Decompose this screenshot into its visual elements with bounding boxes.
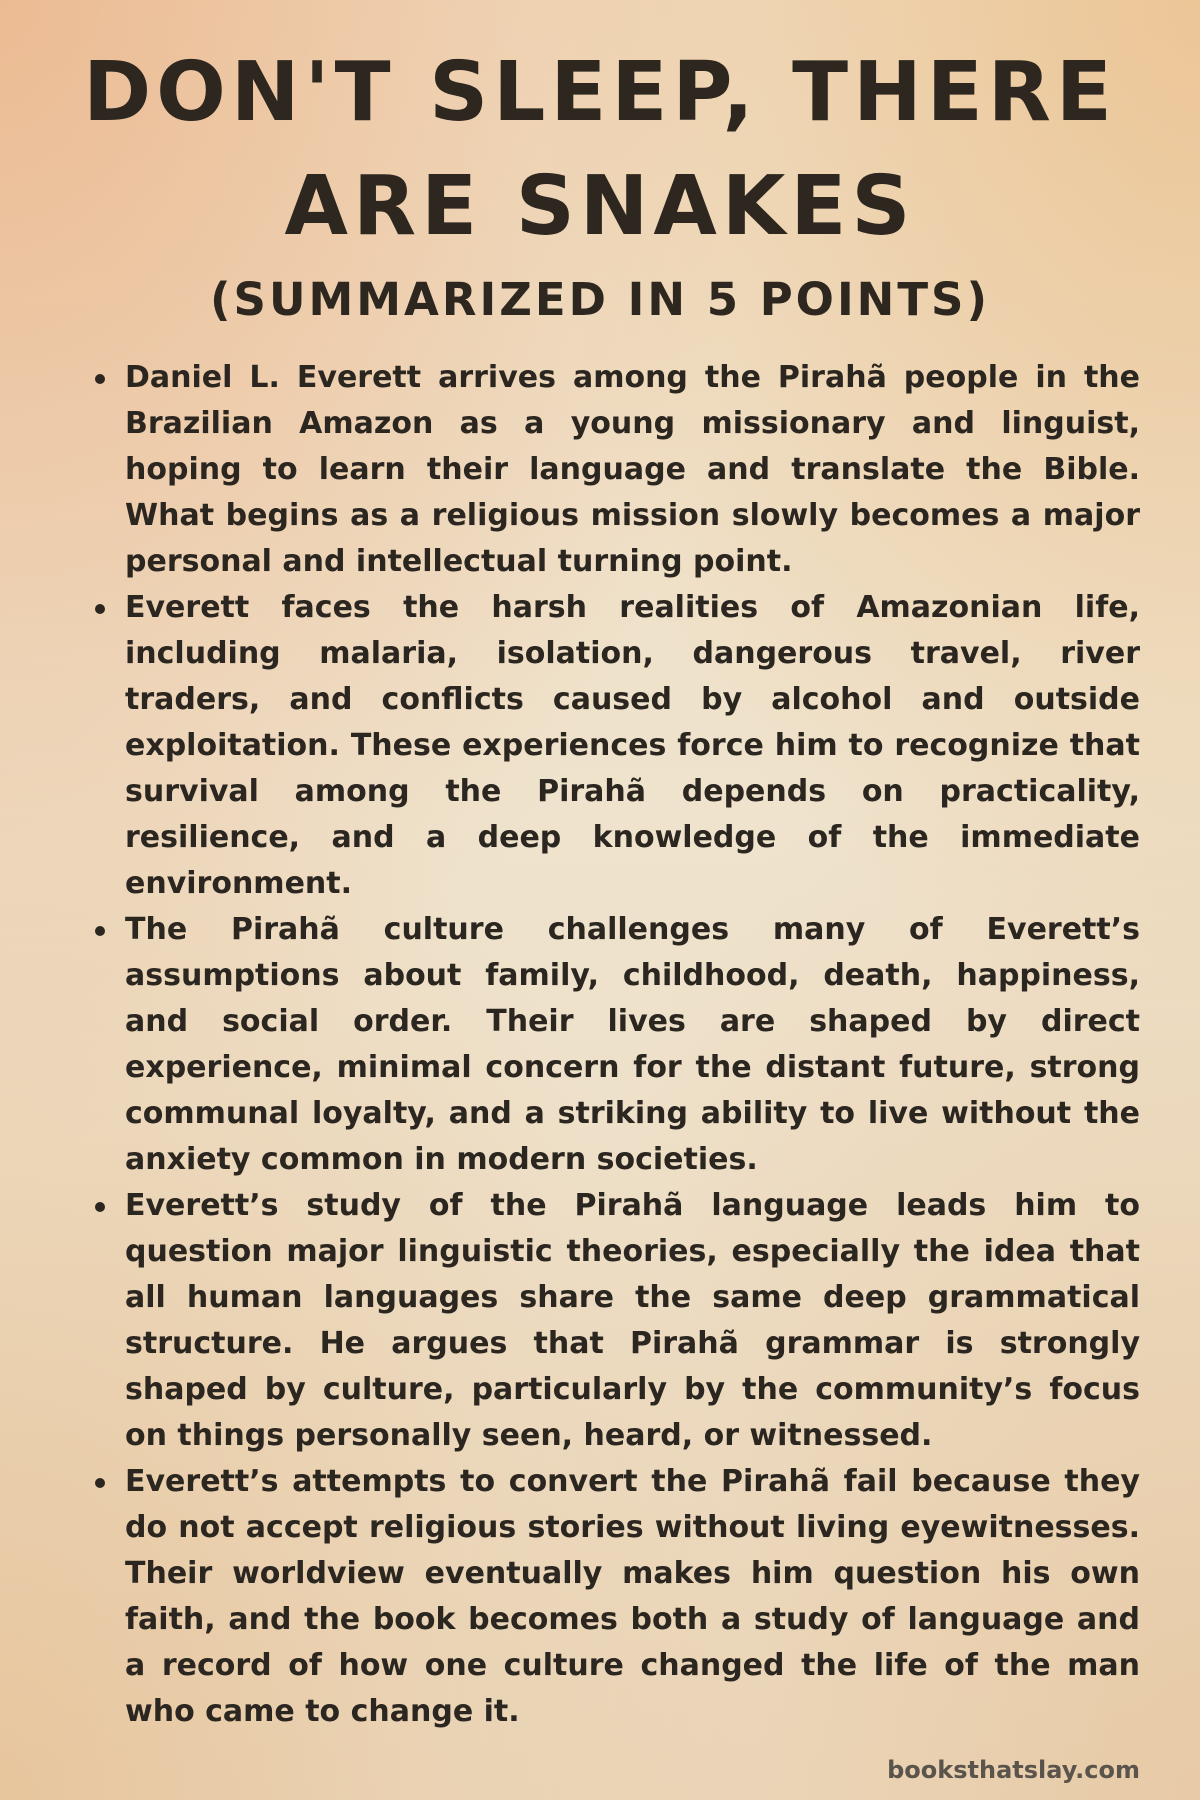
summary-point-text: Daniel L. Everett arrives among the Pirahã people in the Brazilian Amazon as a young missionary and linguist, hoping to learn their language and translate the Bible. What begins as a religious mission slowly becomes a major personal and intellectual turning point. bbox=[125, 360, 1140, 579]
bullet-icon bbox=[95, 1202, 105, 1212]
summary-point bbox=[92, 1459, 1140, 1735]
summary-point bbox=[92, 355, 1140, 585]
page-title: DON'T SLEEP, THERE ARE SNAKES bbox=[83, 45, 1117, 254]
summary-point-text: Everett faces the harsh realities of Amazonian life, including malaria, isolation, dangerous travel, river traders, and conflicts caused by alcohol and outside exploitation. These experiences force him to recognize that survival among the Pirahã depends on practicality, resilience, and a deep knowledge of the immediate environment. bbox=[125, 590, 1140, 901]
bullet-icon bbox=[95, 374, 105, 384]
summary-points-list bbox=[92, 355, 1140, 1735]
bullet-icon bbox=[95, 1478, 105, 1488]
bullet-icon bbox=[95, 604, 105, 614]
page-subtitle: (SUMMARIZED IN 5 POINTS) bbox=[209, 273, 991, 326]
bullet-icon bbox=[95, 926, 105, 936]
summary-point bbox=[92, 585, 1140, 907]
footer-site-link[interactable]: booksthatslay.com bbox=[887, 1756, 1140, 1784]
summary-point bbox=[92, 907, 1140, 1183]
summary-point-text: The Pirahã culture challenges many of Everett’s assumptions about family, childhood, death, happiness, and social order. Their lives are shaped by direct experience, minimal concern for the distant future, strong communal loyalty, and a striking ability to live without the anxiety common in modern societies. bbox=[125, 912, 1140, 1177]
summary-point-text: Everett’s study of the Pirahã language leads him to question major linguistic theories, especially the idea that all human languages share the same deep grammatical structure. He argues that Pirahã grammar is strongly shaped by culture, particularly by the community’s focus on things personally seen, heard, or witnessed. bbox=[125, 1188, 1140, 1453]
summary-point bbox=[92, 1183, 1140, 1459]
summary-point-text: Everett’s attempts to convert the Pirahã fail because they do not accept religious stories without living eyewitnesses. Their worldview eventually makes him question his own faith, and the book becomes both a study of language and a record of how one culture changed the life of the man who came to change it. bbox=[125, 1464, 1140, 1729]
